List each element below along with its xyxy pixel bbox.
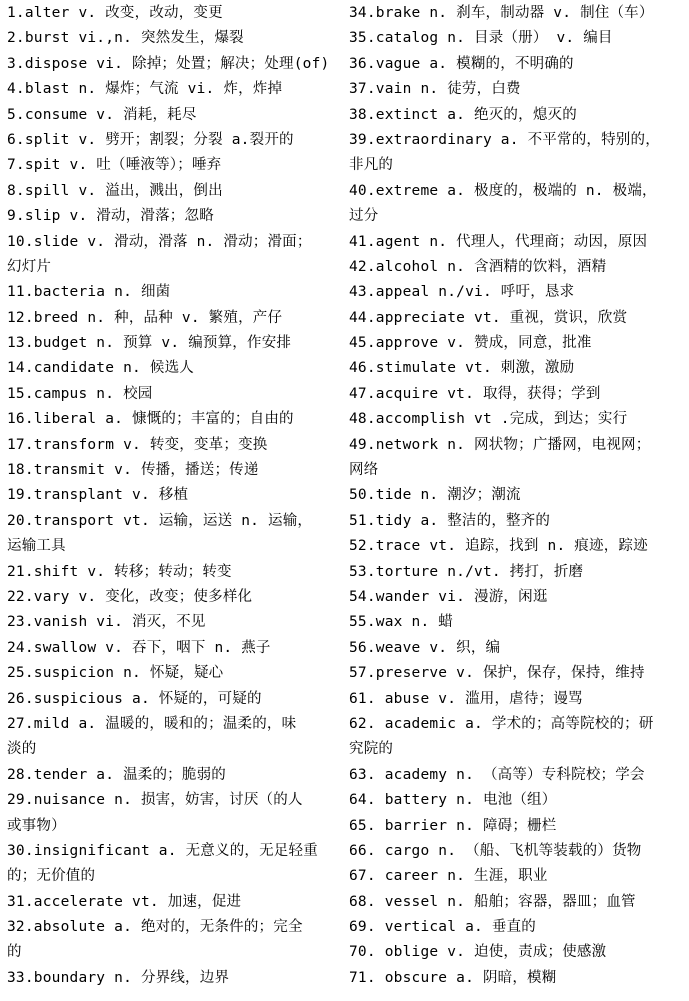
vocab-line: 的	[7, 944, 22, 961]
vocab-line: 67. career n. 生涯，职业	[349, 868, 548, 885]
vocab-line: 18.transmit v. 传播，播送；传递	[7, 462, 259, 479]
vocab-line: 非凡的	[349, 157, 394, 174]
vocab-line: 29.nuisance n. 损害，妨害，讨厌（的人	[7, 792, 303, 809]
vocab-line: 过分	[349, 208, 379, 225]
vocab-line: 46.stimulate vt. 刺激，激励	[349, 360, 575, 377]
vocab-line: 38.extinct a. 绝灭的，熄灭的	[349, 106, 577, 123]
vocab-line: 究院的	[349, 741, 394, 758]
vocab-line: 64. battery n. 电池（组）	[349, 792, 557, 809]
vocab-line: 10.slide v. 滑动，滑落 n. 滑动；滑面；	[7, 233, 312, 250]
vocab-line: 66. cargo n. （船、飞机等装载的）货物	[349, 842, 642, 859]
vocab-line: 6.split v. 劈开；割裂；分裂 a.裂开的	[7, 131, 294, 148]
vocab-line: 23.vanish vi. 消灭，不见	[7, 614, 206, 631]
vocab-line: 37.vain n. 徒劳，白费	[349, 81, 521, 98]
vocab-line: 55.wax n. 蜡	[349, 614, 453, 631]
vocab-line: 25.suspicion n. 怀疑，疑心	[7, 665, 224, 682]
vocab-line: 3.dispose vi. 除掉；处置；解决；处理(of)	[7, 55, 330, 72]
vocab-line: 7.spit v. 吐（唾液等）；唾弃	[7, 157, 222, 174]
vocab-line: 14.candidate n. 候选人	[7, 360, 194, 377]
vocab-line: 22.vary v. 变化，改变；使多样化	[7, 588, 253, 605]
vocab-line: 19.transplant v. 移植	[7, 487, 189, 504]
vocab-line: 或事物）	[7, 817, 66, 834]
vocab-line: 68. vessel n. 船舶；容器，器皿；血管	[349, 893, 636, 910]
vocab-line: 20.transport vt. 运输，运送 n. 运输，	[7, 512, 313, 529]
vocab-line: 淡的	[7, 741, 37, 758]
vocab-line: 57.preserve v. 保护，保存，保持，维持	[349, 665, 645, 682]
vocab-line: 49.network n. 网状物；广播网，电视网；	[349, 436, 651, 453]
vocab-line: 的；无价值的	[7, 868, 96, 885]
vocab-line: 17.transform v. 转变，变革；变换	[7, 436, 268, 453]
vocab-line: 61. abuse v. 滥用，虐待；谩骂	[349, 690, 583, 707]
vocab-line: 34.brake n. 刹车，制动器 v. 制住（车）	[349, 5, 654, 21]
vocab-line: 44.appreciate vt. 重视，赏识，欣赏	[349, 309, 628, 326]
vocab-line: 52.trace vt. 追踪，找到 n. 痕迹，踪迹	[349, 538, 648, 555]
vocab-line: 70. oblige v. 迫使，责成；使感激	[349, 944, 607, 961]
vocab-line: 12.breed n. 种，品种 v. 繁殖，产仔	[7, 309, 283, 326]
vocab-line: 5.consume v. 消耗，耗尽	[7, 106, 197, 123]
vocab-line: 2.burst vi.,n. 突然发生，爆裂	[7, 30, 244, 47]
vocab-line: 33.boundary n. 分界线，边界	[7, 969, 230, 986]
vocab-line: 65. barrier n. 障碍；栅栏	[349, 817, 557, 834]
vocab-line: 48.accomplish vt .完成，到达；实行	[349, 411, 628, 428]
vocab-line: 62. academic a. 学术的；高等院校的；研	[349, 715, 654, 732]
vocab-line: 21.shift v. 转移；转动；转变	[7, 563, 232, 580]
vocab-line: 32.absolute a. 绝对的，无条件的；完全	[7, 919, 303, 936]
vocab-line: 16.liberal a. 慷慨的；丰富的；自由的	[7, 411, 294, 428]
vocab-line: 13.budget n. 预算 v. 编预算，作安排	[7, 335, 292, 352]
vocab-line: 31.accelerate vt. 加速，促进	[7, 893, 242, 910]
vocab-line: 9.slip v. 滑动，滑落；忽略	[7, 208, 214, 225]
vocab-line: 36.vague a. 模糊的，不明确的	[349, 55, 574, 72]
vocab-line: 50.tide n. 潮汐；潮流	[349, 487, 521, 504]
vocab-line: 41.agent n. 代理人，代理商；动因，原因	[349, 233, 648, 250]
vocab-line: 26.suspicious a. 怀疑的，可疑的	[7, 690, 262, 707]
vocab-line: 56.weave v. 织，编	[349, 639, 501, 656]
vocab-line: 40.extreme a. 极度的，极端的 n. 极端，	[349, 182, 657, 199]
vocab-line: 47.acquire vt. 取得，获得；学到	[349, 385, 601, 402]
vocab-line: 11.bacteria n. 细菌	[7, 284, 171, 301]
vocab-line: 63. academy n. （高等）专科院校；学会	[349, 766, 645, 783]
vocab-line: 8.spill v. 溢出，溅出，倒出	[7, 182, 223, 199]
vocab-line: 1.alter v. 改变，改动，变更	[7, 5, 223, 21]
vocab-line: 28.tender a. 温柔的；脆弱的	[7, 766, 226, 783]
vocab-line: 27.mild a. 温暖的，暖和的；温柔的，味	[7, 715, 297, 732]
vocab-line: 42.alcohol n. 含酒精的饮料，酒精	[349, 258, 607, 275]
vocab-line: 53.torture n./vt. 拷打，折磨	[349, 563, 584, 580]
vocab-line: 30.insignificant a. 无意义的，无足轻重	[7, 842, 318, 859]
right-column	[349, 0, 689, 1001]
vocab-line: 24.swallow v. 吞下，咽下 n. 燕子	[7, 639, 271, 656]
vocab-line: 网络	[349, 462, 379, 479]
vocab-line: 54.wander vi. 漫游，闲逛	[349, 588, 548, 605]
vocab-line: 69. vertical a. 垂直的	[349, 919, 536, 936]
vocab-line: 45.approve v. 赞成，同意，批准	[349, 335, 592, 352]
vocab-line: 15.campus n. 校园	[7, 385, 153, 402]
vocab-line: 39.extraordinary a. 不平常的，特别的，	[349, 131, 660, 148]
vocab-line: 运输工具	[7, 538, 66, 555]
vocab-line: 51.tidy a. 整洁的，整齐的	[349, 512, 551, 529]
vocab-line: 43.appeal n./vi. 呼吁，恳求	[349, 284, 575, 301]
vocab-line: 35.catalog n. 目录（册） v. 编目	[349, 30, 613, 47]
vocab-line: 幻灯片	[7, 258, 52, 275]
vocab-line: 4.blast n. 爆炸；气流 vi. 炸，炸掉	[7, 81, 283, 98]
vocab-line: 71. obscure a. 阴暗，模糊	[349, 969, 557, 986]
